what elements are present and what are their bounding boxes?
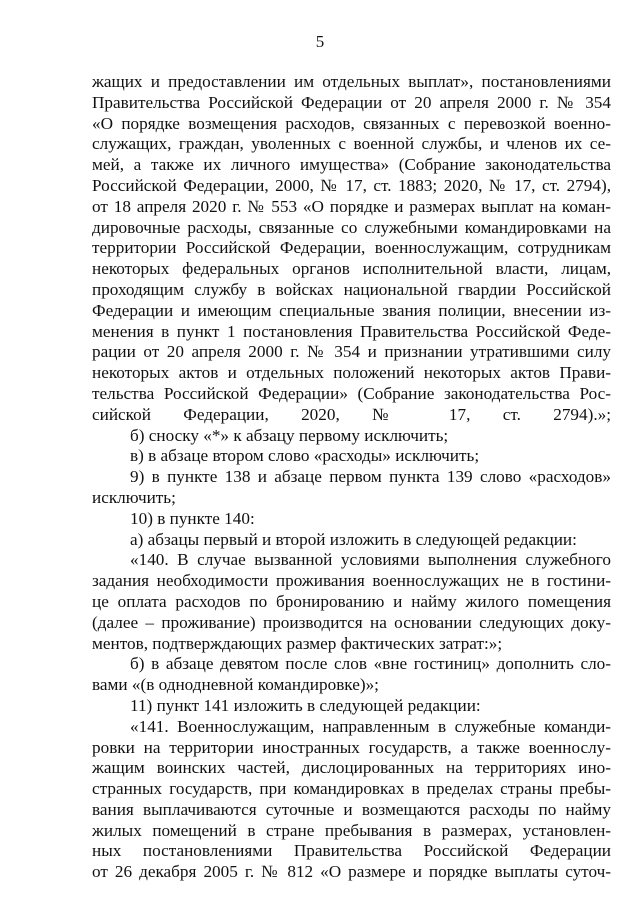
text-line: б) в абзаце девятом после слов «вне гостиниц» дополнить сло- bbox=[130, 654, 611, 674]
text-line: от 26 декабря 2005 г. № 812 «О размере и порядке выплаты суточ- bbox=[92, 862, 611, 882]
text-line: в) в абзаце втором слово «расходы» исключить; bbox=[130, 446, 480, 466]
text-line: жилых помещений в стране пребывания в размерах, установлен- bbox=[92, 820, 611, 840]
text-line: дировочные расходы, связанные со служебными командировками на bbox=[92, 217, 611, 237]
text-line: ровки на территории иностранных государств, а также военнослу- bbox=[92, 737, 611, 757]
paragraph-quote-140 bbox=[92, 550, 611, 654]
text-line: «О порядке возмещения расходов, связанных с перевозкой военно- bbox=[92, 113, 611, 133]
paragraph-item-10a bbox=[92, 530, 611, 551]
text-line: исключить; bbox=[92, 487, 176, 507]
text-line: «140. В случае вызванной условиями выполнения служебного bbox=[130, 550, 611, 570]
text-line: проходящим службу в войсках национальной гвардии Российской bbox=[92, 279, 611, 299]
text-line: менения в пункт 1 постановления Правительства Российской Феде- bbox=[92, 321, 611, 341]
text-line: сийской Федерации, 2020, № 17, ст. 2794).»; bbox=[92, 404, 611, 424]
text-line: ных постановлениями Правительства Российской Федерации bbox=[92, 841, 611, 861]
paragraph-item-11 bbox=[92, 696, 611, 717]
text-line: б) сноску «*» к абзацу первому исключить; bbox=[130, 425, 449, 445]
text-line: 10) в пункте 140: bbox=[130, 508, 255, 528]
text-line: це оплата расходов по бронированию и найму жилого помещения bbox=[92, 591, 611, 611]
paragraph-item-10 bbox=[92, 509, 611, 530]
text-line: задания необходимости проживания военнослужащих не в гостини- bbox=[92, 571, 611, 591]
text-line: территории Российской Федерации, военнослужащим, сотрудникам bbox=[92, 238, 611, 258]
text-line: рации от 20 апреля 2000 г. № 354 и признании утратившими силу bbox=[92, 342, 611, 362]
text-line: жащим воинских частей, дислоцированных на территориях ино- bbox=[92, 758, 611, 778]
text-line: а) абзацы первый и второй изложить в следующей редакции: bbox=[130, 529, 577, 549]
document-body bbox=[92, 72, 611, 883]
text-line: вами «(в однодневной командировке)»; bbox=[92, 675, 379, 695]
text-line: от 18 апреля 2020 г. № 553 «О порядке и размерах выплат на коман- bbox=[92, 196, 611, 216]
text-line: Правительства Российской Федерации от 20 апреля 2000 г. № 354 bbox=[92, 92, 611, 112]
text-line: (далее – проживание) производится на основании следующих доку- bbox=[92, 612, 611, 632]
text-line: странных государств, при командировках в пределах страны пребы- bbox=[92, 779, 611, 799]
text-line: мей, а также их личного имущества» (Собрание законодательства bbox=[92, 155, 611, 175]
paragraph-item-10b bbox=[92, 654, 611, 696]
text-line: «141. Военнослужащим, направленным в служебные команди- bbox=[130, 716, 611, 736]
paragraph-quote-141 bbox=[92, 717, 611, 883]
text-line: тельства Российской Федерации» (Собрание законодательства Рос- bbox=[92, 383, 611, 403]
text-line: некоторых федеральных органов исполнительной власти, лицам, bbox=[92, 259, 611, 279]
paragraph-continuation bbox=[92, 72, 611, 426]
text-line: 11) пункт 141 изложить в следующей редакции: bbox=[130, 695, 481, 715]
text-line: некоторых актов и отдельных положений некоторых актов Прави- bbox=[92, 363, 611, 383]
paragraph-item-v bbox=[92, 446, 611, 467]
text-line: Российской Федерации, 2000, № 17, ст. 1883; 2020, № 17, ст. 2794), bbox=[92, 175, 611, 195]
text-line: жащих и предоставлении им отдельных выплат», постановлениями bbox=[92, 72, 611, 91]
paragraph-item-9 bbox=[92, 467, 611, 509]
page-number: 5 bbox=[315, 32, 325, 51]
paragraph-item-b bbox=[92, 426, 611, 447]
text-line: вания выплачиваются суточные и возмещаются расходы по найму bbox=[92, 799, 611, 819]
text-line: Федерации и имеющим специальные звания полиции, внесении из- bbox=[92, 300, 611, 320]
text-line: ментов, подтверждающих размер фактических затрат:»; bbox=[92, 633, 503, 653]
text-line: служащих, граждан, уволенных с военной службы, и членов их се- bbox=[92, 134, 611, 154]
text-line: 9) в пункте 138 и абзаце первом пункта 139 слово «расходов» bbox=[130, 467, 611, 487]
